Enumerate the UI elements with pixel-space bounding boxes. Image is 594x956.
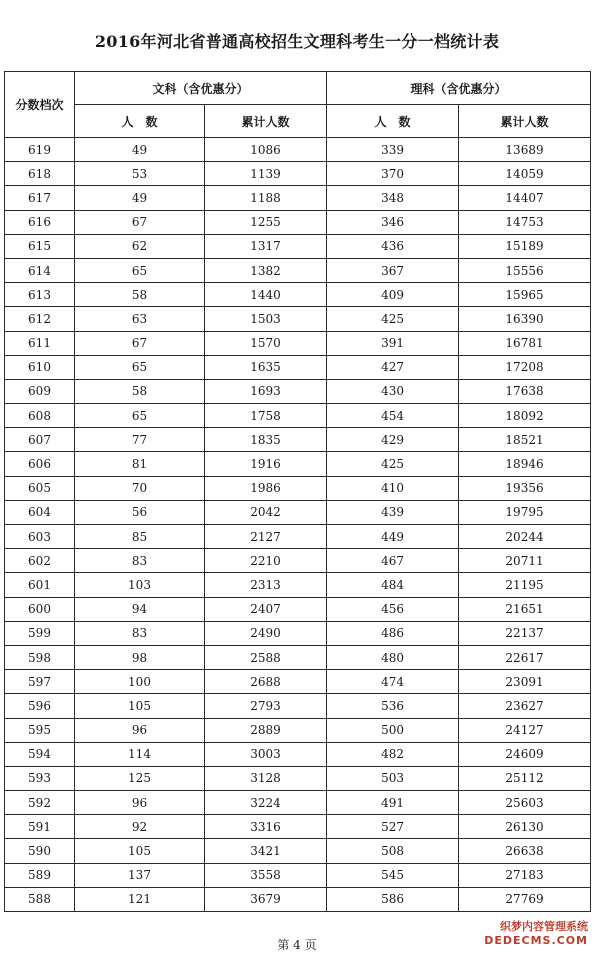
liberal-cumulative-cell: 2407 xyxy=(205,597,327,621)
science-cumulative-cell: 18092 xyxy=(459,404,591,428)
score-cell: 605 xyxy=(5,476,75,500)
liberal-cumulative-cell: 1916 xyxy=(205,452,327,476)
liberal-cumulative-cell: 3421 xyxy=(205,839,327,863)
liberal-cumulative-cell: 3558 xyxy=(205,863,327,887)
science-cumulative-cell: 21195 xyxy=(459,573,591,597)
score-cell: 598 xyxy=(5,645,75,669)
table-row xyxy=(5,355,591,379)
liberal-cumulative-cell: 1382 xyxy=(205,258,327,282)
science-count-cell: 500 xyxy=(327,718,459,742)
liberal-cumulative-header: 累计人数 xyxy=(205,105,327,138)
table-row xyxy=(5,549,591,573)
table-row xyxy=(5,258,591,282)
science-count-cell: 449 xyxy=(327,525,459,549)
science-count-header: 人 数 xyxy=(327,105,459,138)
liberal-cumulative-cell: 1317 xyxy=(205,234,327,258)
science-cumulative-cell: 23091 xyxy=(459,670,591,694)
liberal-cumulative-cell: 3224 xyxy=(205,791,327,815)
table-row xyxy=(5,186,591,210)
table-row xyxy=(5,573,591,597)
science-count-cell: 436 xyxy=(327,234,459,258)
table-row xyxy=(5,404,591,428)
liberal-count-cell: 96 xyxy=(75,718,205,742)
liberal-count-cell: 63 xyxy=(75,307,205,331)
score-cell: 617 xyxy=(5,186,75,210)
table-row xyxy=(5,525,591,549)
science-cumulative-cell: 24127 xyxy=(459,718,591,742)
table-row xyxy=(5,452,591,476)
liberal-count-cell: 67 xyxy=(75,331,205,355)
liberal-count-cell: 105 xyxy=(75,839,205,863)
science-count-cell: 370 xyxy=(327,162,459,186)
science-cumulative-cell: 21651 xyxy=(459,597,591,621)
science-cumulative-cell: 23627 xyxy=(459,694,591,718)
science-cumulative-cell: 15189 xyxy=(459,234,591,258)
table-row xyxy=(5,887,591,911)
table-row xyxy=(5,500,591,524)
table-row xyxy=(5,718,591,742)
liberal-count-cell: 56 xyxy=(75,500,205,524)
science-cumulative-cell: 18946 xyxy=(459,452,591,476)
liberal-cumulative-cell: 2490 xyxy=(205,621,327,645)
page-number: 第 4 页 xyxy=(277,938,317,952)
science-cumulative-cell: 26638 xyxy=(459,839,591,863)
score-cell: 603 xyxy=(5,525,75,549)
liberal-count-cell: 83 xyxy=(75,621,205,645)
science-count-cell: 346 xyxy=(327,210,459,234)
science-count-cell: 484 xyxy=(327,573,459,597)
table-row xyxy=(5,283,591,307)
science-cumulative-cell: 19356 xyxy=(459,476,591,500)
science-cumulative-cell: 14407 xyxy=(459,186,591,210)
science-count-cell: 491 xyxy=(327,791,459,815)
watermark-line1: 织梦内容管理系统 xyxy=(500,920,588,933)
liberal-cumulative-cell: 3003 xyxy=(205,742,327,766)
score-cell: 606 xyxy=(5,452,75,476)
liberal-count-header: 人 数 xyxy=(75,105,205,138)
liberal-cumulative-cell: 1086 xyxy=(205,138,327,162)
science-count-cell: 430 xyxy=(327,379,459,403)
table-row xyxy=(5,815,591,839)
science-count-cell: 454 xyxy=(327,404,459,428)
score-cell: 589 xyxy=(5,863,75,887)
science-cumulative-cell: 19795 xyxy=(459,500,591,524)
liberal-count-cell: 94 xyxy=(75,597,205,621)
science-count-cell: 482 xyxy=(327,742,459,766)
science-count-cell: 410 xyxy=(327,476,459,500)
liberal-arts-header: 文科（含优惠分） xyxy=(75,72,327,105)
science-cumulative-header: 累计人数 xyxy=(459,105,591,138)
liberal-count-cell: 105 xyxy=(75,694,205,718)
liberal-count-cell: 114 xyxy=(75,742,205,766)
table-row xyxy=(5,307,591,331)
table-row xyxy=(5,234,591,258)
watermark-line2: DEDECMS.COM xyxy=(484,934,588,947)
liberal-cumulative-cell: 2210 xyxy=(205,549,327,573)
liberal-count-cell: 125 xyxy=(75,766,205,790)
liberal-count-cell: 81 xyxy=(75,452,205,476)
science-count-cell: 586 xyxy=(327,887,459,911)
score-cell: 611 xyxy=(5,331,75,355)
science-cumulative-cell: 20711 xyxy=(459,549,591,573)
table-row xyxy=(5,839,591,863)
table-body xyxy=(5,138,591,912)
liberal-count-cell: 85 xyxy=(75,525,205,549)
score-cell: 612 xyxy=(5,307,75,331)
table-row xyxy=(5,210,591,234)
table-row xyxy=(5,791,591,815)
score-cell: 602 xyxy=(5,549,75,573)
score-cell: 588 xyxy=(5,887,75,911)
science-cumulative-cell: 26130 xyxy=(459,815,591,839)
score-cell: 604 xyxy=(5,500,75,524)
science-cumulative-cell: 15965 xyxy=(459,283,591,307)
score-cell: 595 xyxy=(5,718,75,742)
liberal-cumulative-cell: 1139 xyxy=(205,162,327,186)
table-row xyxy=(5,742,591,766)
table-row xyxy=(5,138,591,162)
science-count-cell: 503 xyxy=(327,766,459,790)
science-cumulative-cell: 25603 xyxy=(459,791,591,815)
science-count-cell: 474 xyxy=(327,670,459,694)
score-cell: 593 xyxy=(5,766,75,790)
score-cell: 608 xyxy=(5,404,75,428)
science-count-cell: 367 xyxy=(327,258,459,282)
liberal-cumulative-cell: 1986 xyxy=(205,476,327,500)
score-cell: 592 xyxy=(5,791,75,815)
score-cell: 609 xyxy=(5,379,75,403)
liberal-count-cell: 58 xyxy=(75,379,205,403)
score-cell: 600 xyxy=(5,597,75,621)
table-row xyxy=(5,621,591,645)
score-cell: 591 xyxy=(5,815,75,839)
science-count-cell: 425 xyxy=(327,307,459,331)
table-row xyxy=(5,863,591,887)
science-cumulative-cell: 14059 xyxy=(459,162,591,186)
liberal-cumulative-cell: 1570 xyxy=(205,331,327,355)
liberal-cumulative-cell: 1635 xyxy=(205,355,327,379)
liberal-cumulative-cell: 3316 xyxy=(205,815,327,839)
liberal-cumulative-cell: 2313 xyxy=(205,573,327,597)
liberal-cumulative-cell: 3128 xyxy=(205,766,327,790)
score-cell: 597 xyxy=(5,670,75,694)
science-cumulative-cell: 17208 xyxy=(459,355,591,379)
science-cumulative-cell: 17638 xyxy=(459,379,591,403)
liberal-cumulative-cell: 1835 xyxy=(205,428,327,452)
science-cumulative-cell: 24609 xyxy=(459,742,591,766)
score-cell: 601 xyxy=(5,573,75,597)
liberal-cumulative-cell: 2127 xyxy=(205,525,327,549)
science-cumulative-cell: 25112 xyxy=(459,766,591,790)
liberal-cumulative-cell: 1255 xyxy=(205,210,327,234)
science-cumulative-cell: 16390 xyxy=(459,307,591,331)
science-count-cell: 527 xyxy=(327,815,459,839)
table-row xyxy=(5,162,591,186)
table-row xyxy=(5,670,591,694)
science-count-cell: 486 xyxy=(327,621,459,645)
liberal-cumulative-cell: 3679 xyxy=(205,887,327,911)
science-count-cell: 409 xyxy=(327,283,459,307)
science-count-cell: 391 xyxy=(327,331,459,355)
liberal-count-cell: 62 xyxy=(75,234,205,258)
science-count-cell: 480 xyxy=(327,645,459,669)
score-cell: 616 xyxy=(5,210,75,234)
liberal-count-cell: 58 xyxy=(75,283,205,307)
science-count-cell: 348 xyxy=(327,186,459,210)
liberal-cumulative-cell: 1440 xyxy=(205,283,327,307)
liberal-count-cell: 65 xyxy=(75,258,205,282)
liberal-cumulative-cell: 1758 xyxy=(205,404,327,428)
table-row xyxy=(5,597,591,621)
liberal-count-cell: 53 xyxy=(75,162,205,186)
science-header: 理科（含优惠分） xyxy=(327,72,591,105)
liberal-cumulative-cell: 1693 xyxy=(205,379,327,403)
table-row xyxy=(5,379,591,403)
science-count-cell: 427 xyxy=(327,355,459,379)
table-row xyxy=(5,428,591,452)
science-cumulative-cell: 13689 xyxy=(459,138,591,162)
table-row xyxy=(5,645,591,669)
science-cumulative-cell: 16781 xyxy=(459,331,591,355)
score-cell: 610 xyxy=(5,355,75,379)
science-cumulative-cell: 22617 xyxy=(459,645,591,669)
science-cumulative-cell: 18521 xyxy=(459,428,591,452)
science-cumulative-cell: 14753 xyxy=(459,210,591,234)
liberal-count-cell: 65 xyxy=(75,404,205,428)
science-count-cell: 467 xyxy=(327,549,459,573)
liberal-count-cell: 70 xyxy=(75,476,205,500)
liberal-count-cell: 100 xyxy=(75,670,205,694)
liberal-count-cell: 103 xyxy=(75,573,205,597)
science-count-cell: 425 xyxy=(327,452,459,476)
science-cumulative-cell: 27183 xyxy=(459,863,591,887)
liberal-count-cell: 77 xyxy=(75,428,205,452)
liberal-cumulative-cell: 2042 xyxy=(205,500,327,524)
liberal-count-cell: 49 xyxy=(75,138,205,162)
score-cell: 594 xyxy=(5,742,75,766)
science-count-cell: 339 xyxy=(327,138,459,162)
liberal-cumulative-cell: 1188 xyxy=(205,186,327,210)
score-cell: 607 xyxy=(5,428,75,452)
liberal-count-cell: 65 xyxy=(75,355,205,379)
score-cell: 596 xyxy=(5,694,75,718)
science-cumulative-cell: 20244 xyxy=(459,525,591,549)
score-cell: 590 xyxy=(5,839,75,863)
score-cell: 615 xyxy=(5,234,75,258)
liberal-count-cell: 67 xyxy=(75,210,205,234)
science-count-cell: 456 xyxy=(327,597,459,621)
liberal-cumulative-cell: 1503 xyxy=(205,307,327,331)
science-count-cell: 439 xyxy=(327,500,459,524)
liberal-cumulative-cell: 2889 xyxy=(205,718,327,742)
science-cumulative-cell: 15556 xyxy=(459,258,591,282)
science-count-cell: 429 xyxy=(327,428,459,452)
watermark xyxy=(484,918,588,947)
score-header: 分数档次 xyxy=(5,72,75,138)
liberal-count-cell: 98 xyxy=(75,645,205,669)
liberal-count-cell: 83 xyxy=(75,549,205,573)
liberal-cumulative-cell: 2688 xyxy=(205,670,327,694)
table-row xyxy=(5,476,591,500)
science-count-cell: 545 xyxy=(327,863,459,887)
score-cell: 613 xyxy=(5,283,75,307)
table-row xyxy=(5,331,591,355)
liberal-cumulative-cell: 2793 xyxy=(205,694,327,718)
page-title: 2016年河北省普通高校招生文理科考生一分一档统计表 xyxy=(94,32,500,51)
liberal-count-cell: 96 xyxy=(75,791,205,815)
liberal-cumulative-cell: 2588 xyxy=(205,645,327,669)
score-cell: 614 xyxy=(5,258,75,282)
table-row xyxy=(5,694,591,718)
science-count-cell: 508 xyxy=(327,839,459,863)
score-cell: 599 xyxy=(5,621,75,645)
science-cumulative-cell: 22137 xyxy=(459,621,591,645)
liberal-count-cell: 137 xyxy=(75,863,205,887)
science-cumulative-cell: 27769 xyxy=(459,887,591,911)
score-cell: 619 xyxy=(5,138,75,162)
liberal-count-cell: 121 xyxy=(75,887,205,911)
score-cell: 618 xyxy=(5,162,75,186)
table-row xyxy=(5,766,591,790)
science-count-cell: 536 xyxy=(327,694,459,718)
liberal-count-cell: 49 xyxy=(75,186,205,210)
liberal-count-cell: 92 xyxy=(75,815,205,839)
score-table xyxy=(4,71,591,912)
